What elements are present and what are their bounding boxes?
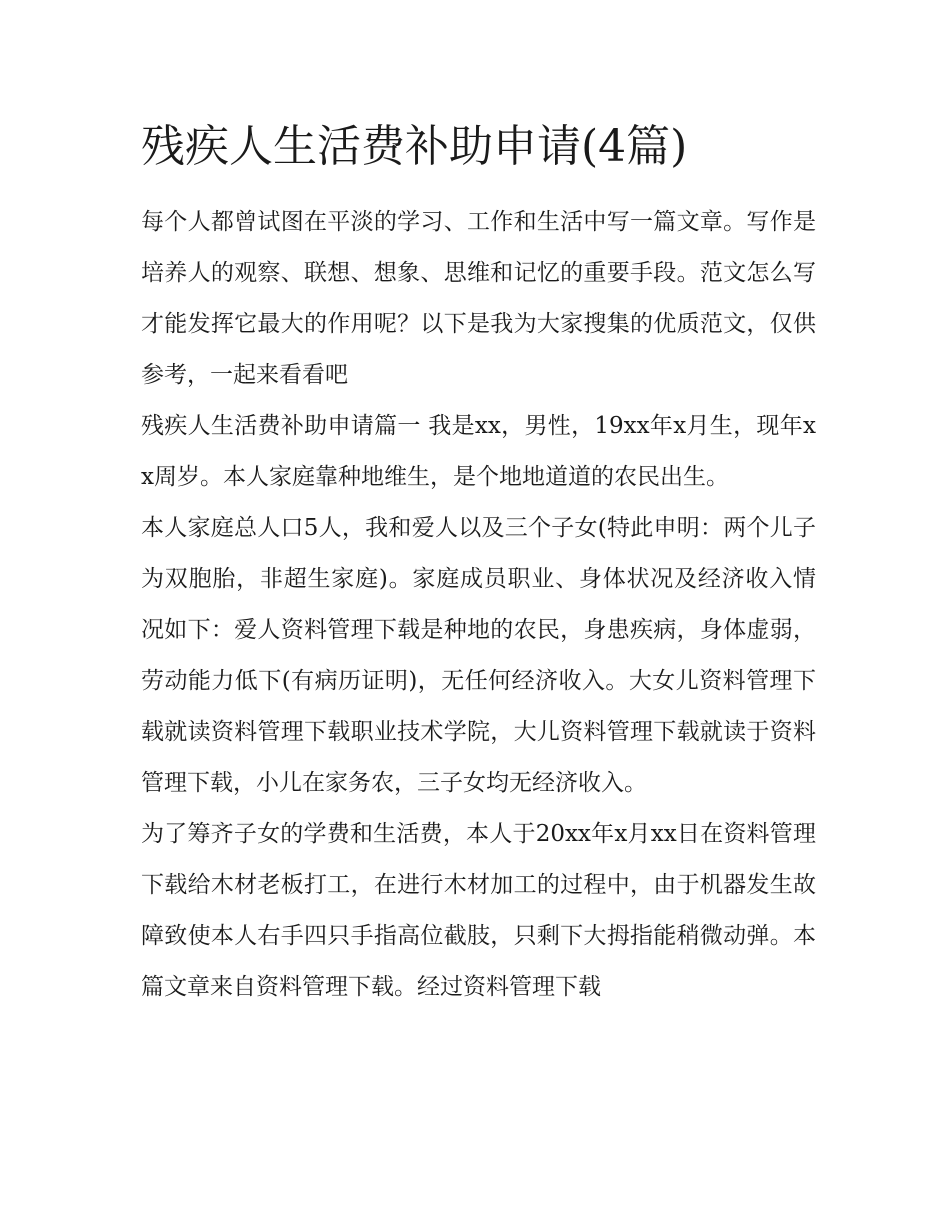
- page-title: 残疾人生活费补助申请(4篇): [141, 121, 688, 172]
- intro-paragraph: 每个人都曾试图在平淡的学习、工作和生活中写一篇文章。写作是培养人的观察、联想、想象、思维和记忆的重要手段。范文怎么写才能发挥它最大的作用呢？以下是我为大家搜集的优质范文，仅供参考，一起来看看吧: [141, 209, 816, 388]
- paragraph-family-situation: 本人家庭总人口5人，我和爱人以及三个子女(特此申明：两个儿子为双胞胎，非超生家庭)。家庭成员职业、身体状况及经济收入情况如下：爱人资料管理下载是种地的农民，身患疾病，身体虚弱，劳动能力低下(有病历证明)，无任何经济收入。大女儿资料管理下载就读资料管理下载职业技术学院，大儿资料管理下载就读于资料管理下载，小儿在家务农，三子女均无经济收入。: [141, 515, 816, 796]
- document-body: [141, 115, 816, 1013]
- paragraph-injury-account: 为了筹齐子女的学费和生活费，本人于20xx年x月xx日在资料管理下载给木材老板打工，在进行木材加工的过程中，由于机器发生故障致使本人右手四只手指高位截肢，只剩下大拇指能稍微动弹。本篇文章来自资料管理下载。经过资料管理下载: [141, 821, 816, 1000]
- paragraph-applicant-info: 残疾人生活费补助申请篇一 我是xx，男性，19xx年x月生，现年xx周岁。本人家庭靠种地维生，是个地地道道的农民出生。: [141, 413, 816, 490]
